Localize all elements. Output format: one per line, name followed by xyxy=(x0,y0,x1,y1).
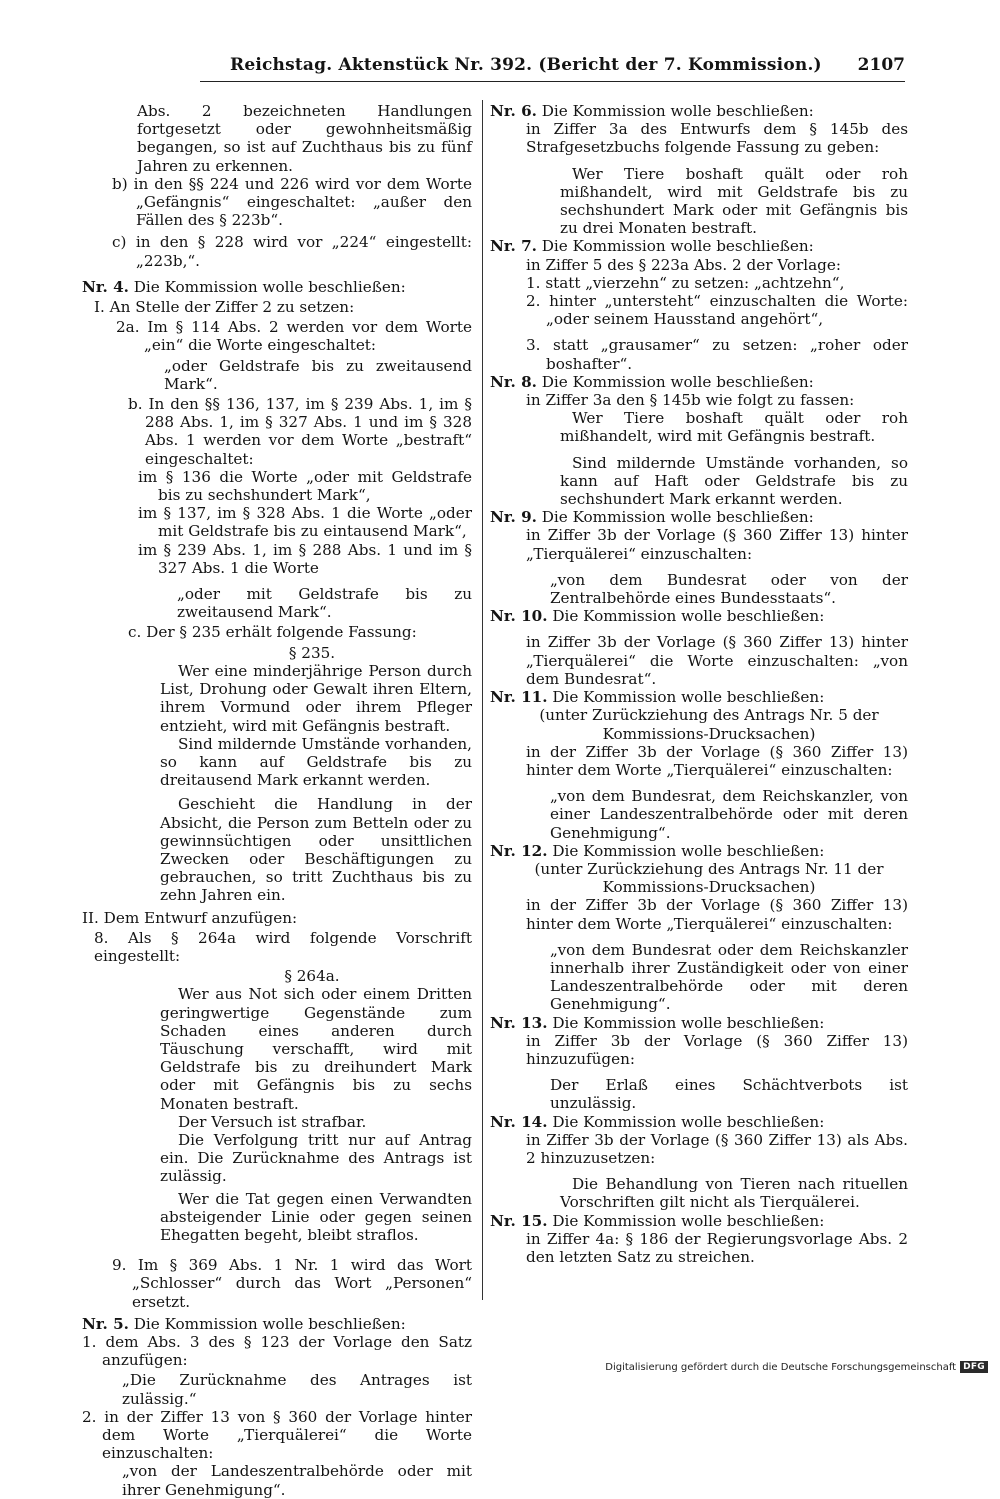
paragraph xyxy=(82,1371,472,1407)
paragraph xyxy=(490,526,908,562)
paragraph xyxy=(490,743,908,779)
paragraph-text: im § 239 Abs. 1, im § 288 Abs. 1 und im § 327 Abs. 1 die Worte xyxy=(138,540,472,577)
paragraph xyxy=(490,391,908,409)
motion-heading xyxy=(490,607,908,625)
motion-number: Nr. 13. xyxy=(490,1013,548,1032)
paragraph-text: Die Verfolgung tritt nur auf Antrag ein. Die Zurücknahme des Antrags ist zulässig. xyxy=(160,1130,472,1186)
motion-heading xyxy=(490,1014,908,1032)
paragraph-text: I. An Stelle der Ziffer 2 zu setzen: xyxy=(94,298,355,317)
motion-number: Nr. 11. xyxy=(490,688,548,707)
paragraph-text: 1. dem Abs. 3 des § 123 der Vorlage den Satz anzufügen: xyxy=(82,1333,472,1370)
paragraph-text: (unter Zurückziehung des Antrags Nr. 11 der Kommissions-Drucksachen) xyxy=(534,859,884,897)
paragraph xyxy=(490,454,908,509)
paragraph-text: „von dem Bundesrat oder von der Zentralbehörde eines Bundesstaats“. xyxy=(550,570,908,608)
paragraph-text: Wer eine minderjährige Person durch List, Drohung oder Gewalt ihren Eltern, ihrem Vormund oder ihrem Pfleger entzieht, wird mit Gefängnis bestraft. xyxy=(160,661,472,735)
motion-number: Nr. 8. xyxy=(490,372,537,391)
paragraph-text: Der Versuch ist strafbar. xyxy=(178,1112,367,1131)
paragraph-text: Der Erlaß eines Schächtverbots ist unzulässig. xyxy=(550,1076,908,1113)
motion-number: Nr. 9. xyxy=(490,508,537,527)
paragraph xyxy=(490,896,908,932)
paragraph xyxy=(82,1256,472,1311)
paragraph-text: Die Kommission wolle beschließen: xyxy=(541,237,814,256)
paragraph xyxy=(82,504,472,540)
paragraph-text: Wer die Tat gegen einen Verwandten absteigender Linie oder gegen seinen Ehegatten begeht, bleibt straflos. xyxy=(160,1189,472,1244)
motion-heading xyxy=(490,1212,908,1230)
paragraph-text: Die Kommission wolle beschließen: xyxy=(541,372,814,391)
paragraph xyxy=(490,256,908,274)
paragraph xyxy=(490,860,908,896)
paragraph-text: Geschieht die Handlung in der Absicht, die Person zum Betteln oder zu gewinnsüchtigen oder unsittlichen Zwecken oder Beschäftigungen zu gebrauchen, so tritt Zuchthaus bis zu zehn Jahren ein. xyxy=(160,795,472,905)
motion-number: Nr. 14. xyxy=(490,1112,548,1131)
paragraph xyxy=(82,541,472,577)
paragraph-text: in Ziffer 5 des § 223a Abs. 2 der Vorlage: xyxy=(526,255,841,274)
paragraph xyxy=(490,1032,908,1068)
footer xyxy=(605,1361,988,1373)
paragraph-text: Die Kommission wolle beschließen: xyxy=(552,841,825,860)
paragraph-text: Die Kommission wolle beschließen: xyxy=(552,1211,825,1230)
motion-heading xyxy=(490,688,908,706)
paragraph-text: „Die Zurücknahme des Antrages ist zulässig.“ xyxy=(122,1371,472,1408)
paragraph-text: Die Kommission wolle beschließen: xyxy=(552,1013,825,1032)
paragraph-text: „von dem Bundesrat, dem Reichskanzler, von einer Landeszentralbehörde oder mit deren Genehmigung“. xyxy=(550,787,908,842)
motion-number: Nr. 7. xyxy=(490,237,537,256)
paragraph xyxy=(82,735,472,790)
paragraph xyxy=(490,165,908,238)
motion-heading xyxy=(490,237,908,255)
paragraph-text: in Ziffer 3b der Vorlage (§ 360 Ziffer 13) hinzuzufügen: xyxy=(526,1031,908,1068)
motion-heading xyxy=(490,842,908,860)
paragraph xyxy=(82,318,472,354)
paragraph-text: „oder Geldstrafe bis zu zweitausend Mark“. xyxy=(164,356,472,393)
paragraph xyxy=(82,1333,472,1369)
paragraph-text: in Ziffer 3b der Vorlage (§ 360 Ziffer 13) als Abs. 2 hinzuzusetzen: xyxy=(526,1130,908,1167)
page-number: 2107 xyxy=(857,55,905,75)
motion-number: Nr. 4. xyxy=(82,277,129,296)
paragraph xyxy=(490,1230,908,1266)
paragraph xyxy=(490,1131,908,1167)
paragraph xyxy=(82,1113,472,1131)
left-column xyxy=(82,102,472,1499)
paragraph-text: Die Kommission wolle beschließen: xyxy=(541,102,814,120)
paragraph-text: im § 136 die Worte „oder mit Geldstrafe bis zu sechshundert Mark“, xyxy=(138,467,472,505)
paragraph xyxy=(490,409,908,445)
motion-number: Nr. 10. xyxy=(490,607,548,626)
paragraph-text: in Ziffer 3b der Vorlage (§ 360 Ziffer 13) hinter „Tierquälerei“ einzuschalten: xyxy=(526,526,908,563)
paragraph-text: Wer aus Not sich oder einem Dritten geringwertige Gegenstände zum Schaden eines anderen durch Täuschung verschafft, wird mit Geldstrafe bis zu dreihundert Mark oder mit Gefängnis bis zu sechs Monaten bestraft. xyxy=(160,985,472,1113)
paragraph xyxy=(82,662,472,735)
paragraph xyxy=(490,787,908,842)
header-title: Reichstag. Aktenstück Nr. 392. (Bericht der 7. Kommission.) xyxy=(230,55,822,75)
paragraph xyxy=(490,292,908,328)
dfg-logo: DFG xyxy=(960,1361,988,1373)
paragraph-text: Sind mildernde Umstände vorhanden, so kann auf Haft oder Geldstrafe bis zu sechshundert Mark erkannt werden. xyxy=(560,453,908,509)
paragraph-text: Die Behandlung von Tieren nach rituellen Vorschriften gilt nicht als Tierquälerei. xyxy=(560,1175,908,1212)
paragraph xyxy=(82,929,472,965)
motion-number: Nr. 15. xyxy=(490,1211,548,1230)
motion-number: Nr. 6. xyxy=(490,102,537,120)
paragraph-text: „von der Landeszentralbehörde oder mit ihrer Genehmigung“. xyxy=(122,1462,472,1499)
paragraph-text: b. In den §§ 136, 137, im § 239 Abs. 1, im § 288 Abs. 1, im § 327 Abs. 1 und im § 328 Abs. 1 werden vor dem Worte „bestraft“ eingeschaltet: xyxy=(128,395,472,468)
motion-number: Nr. 12. xyxy=(490,841,548,860)
paragraph xyxy=(82,357,472,393)
paragraph xyxy=(490,706,908,742)
paragraph xyxy=(490,571,908,607)
paragraph xyxy=(490,1175,908,1211)
paragraph-text: in der Ziffer 3b der Vorlage (§ 360 Ziffer 13) hinter dem Worte „Tierquälerei“ einzuschalten: xyxy=(526,742,908,779)
paragraph xyxy=(490,1076,908,1112)
column-divider xyxy=(482,100,483,1300)
paragraph xyxy=(82,175,472,230)
right-column xyxy=(490,102,908,1266)
paragraph xyxy=(82,623,472,641)
paragraph-text: Wer Tiere boshaft quält oder roh mißhandelt, wird mit Geldstrafe bis zu sechshundert Mark oder mit Gefängnis bis zu drei Monaten bestraft. xyxy=(560,164,908,238)
paragraph-text: II. Dem Entwurf anzufügen: xyxy=(82,908,298,927)
motion-number: Nr. 5. xyxy=(82,1314,129,1333)
motion-heading xyxy=(82,278,472,296)
paragraph-text: 1. statt „vierzehn“ zu setzen: „achtzehn“, xyxy=(526,273,845,292)
paragraph-text: in Ziffer 4a: § 186 der Regierungsvorlage Abs. 2 den letzten Satz zu streichen. xyxy=(526,1229,908,1266)
paragraph-text: Abs. 2 bezeichneten Handlungen fortgesetzt oder gewohnheitsmäßig begangen, so ist auf Zuchthaus bis zu fünf Jahren zu erkennen. xyxy=(137,102,472,175)
paragraph xyxy=(82,585,472,621)
paragraph xyxy=(82,233,472,269)
paragraph xyxy=(490,336,908,372)
paragraph-text: „oder mit Geldstrafe bis zu zweitausend Mark“. xyxy=(177,585,472,622)
motion-heading xyxy=(490,1113,908,1131)
paragraph-text: b) in den §§ 224 und 226 wird vor dem Worte „Gefängnis“ eingeschaltet: „außer den Fällen des § 223b“. xyxy=(112,174,472,230)
running-header xyxy=(200,55,905,82)
paragraph xyxy=(490,941,908,1014)
paragraph-text: Wer Tiere boshaft quält oder roh mißhandelt, wird mit Gefängnis bestraft. xyxy=(560,409,908,446)
paragraph xyxy=(82,985,472,1112)
paragraph xyxy=(82,298,472,316)
paragraph-text: Sind mildernde Umstände vorhanden, so kann auf Geldstrafe bis zu dreitausend Mark erkannt werden. xyxy=(160,734,472,790)
paragraph xyxy=(82,909,472,927)
motion-heading xyxy=(490,373,908,391)
paragraph-text: 9. Im § 369 Abs. 1 Nr. 1 wird das Wort „Schlosser“ durch das Wort „Personen“ ersetzt. xyxy=(112,1256,472,1311)
paragraph-text: 2. hinter „untersteht“ einzuschalten die Worte: „oder seinem Hausstand angehört“, xyxy=(526,292,908,329)
paragraph xyxy=(82,102,472,175)
paragraph xyxy=(82,1190,472,1245)
paragraph-text: c. Der § 235 erhält folgende Fassung: xyxy=(128,623,417,642)
paragraph-text: Die Kommission wolle beschließen: xyxy=(552,1112,825,1131)
paragraph-text: 3. statt „grausamer“ zu setzen: „roher oder boshafter“. xyxy=(526,336,908,373)
paragraph xyxy=(82,468,472,504)
motion-heading xyxy=(490,508,908,526)
paragraph-text: Die Kommission wolle beschließen: xyxy=(133,277,406,296)
paragraph-text: 8. Als § 264a wird folgende Vorschrift eingestellt: xyxy=(94,928,472,965)
paragraph-text: „von dem Bundesrat oder dem Reichskanzler innerhalb ihrer Zuständigkeit oder von einer Landeszentralbehörde oder mit deren Genehmigung“. xyxy=(550,940,908,1014)
paragraph-text: c) in den § 228 wird vor „224“ eingestellt: „223b,“. xyxy=(112,233,472,270)
paragraph xyxy=(82,395,472,468)
footer-credit: Digitalisierung gefördert durch die Deutsche Forschungsgemeinschaft xyxy=(605,1361,957,1373)
paragraph-text: in Ziffer 3a des Entwurfs dem § 145b des Strafgesetzbuchs folgende Fassung zu geben: xyxy=(526,120,908,157)
paragraph-text: 2. in der Ziffer 13 von § 360 der Vorlage hinter dem Worte „Tierquälerei“ die Worte einzuschalten: xyxy=(82,1407,472,1463)
paragraph-text: Die Kommission wolle beschließen: xyxy=(552,607,825,626)
paragraph xyxy=(82,1131,472,1186)
paragraph-text: 2a. Im § 114 Abs. 2 werden vor dem Worte „ein“ die Worte eingeschaltet: xyxy=(116,318,472,355)
paragraph-text: im § 137, im § 328 Abs. 1 die Worte „oder mit Geldstrafe bis zu eintausend Mark“, xyxy=(138,504,472,541)
paragraph xyxy=(490,633,908,688)
motion-heading xyxy=(82,1315,472,1333)
paragraph-text: Die Kommission wolle beschließen: xyxy=(541,508,814,527)
paragraph xyxy=(490,274,908,292)
section-heading: § 264a. xyxy=(284,967,340,986)
paragraph-text: in der Ziffer 3b der Vorlage (§ 360 Ziffer 13) hinter dem Worte „Tierquälerei“ einzuschalten: xyxy=(526,896,908,933)
paragraph xyxy=(82,1462,472,1498)
paragraph xyxy=(490,120,908,156)
paragraph-text: (unter Zurückziehung des Antrags Nr. 5 der Kommissions-Drucksachen) xyxy=(539,706,879,743)
paragraph-text: Die Kommission wolle beschließen: xyxy=(133,1314,406,1333)
paragraph-text: Die Kommission wolle beschließen: xyxy=(552,688,825,707)
motion-heading xyxy=(490,102,908,120)
section-heading: § 235. xyxy=(288,643,336,662)
paragraph-text: in Ziffer 3a den § 145b wie folgt zu fassen: xyxy=(526,391,855,410)
paragraph xyxy=(82,795,472,904)
paragraph xyxy=(82,1408,472,1463)
paragraph-text: in Ziffer 3b der Vorlage (§ 360 Ziffer 13) hinter „Tierquälerei“ die Worte einzuschalten: „von dem Bundesrat“. xyxy=(526,633,908,688)
